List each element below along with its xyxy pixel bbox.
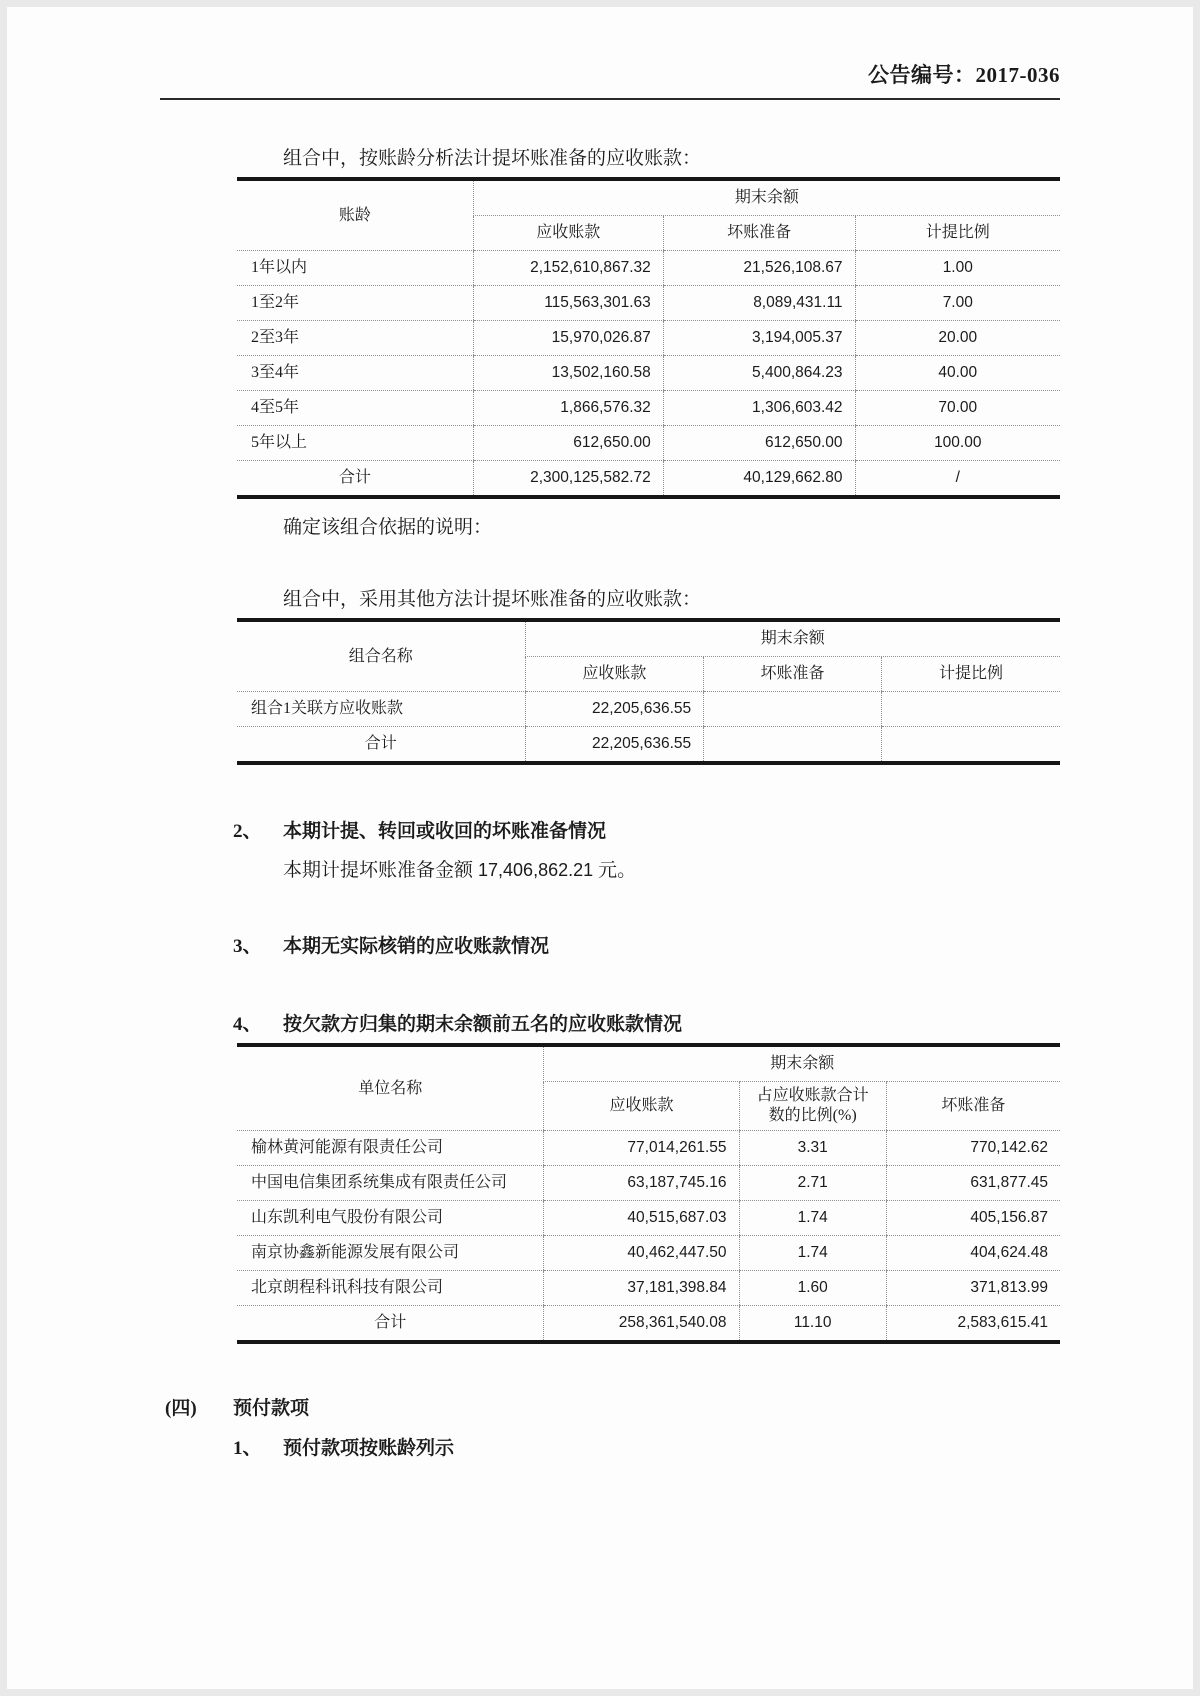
cell-baddebt: 8,089,431.11 [663, 286, 855, 321]
cell-total-receivable: 2,300,125,582.72 [473, 461, 663, 498]
cell-receivable: 40,515,687.03 [544, 1201, 739, 1236]
header-baddebt: 坏账准备 [663, 216, 855, 251]
cell-entity-name: 中国电信集团系统集成有限责任公司 [237, 1166, 544, 1201]
header-period-balance: 期末余额 [525, 620, 1060, 657]
section-number: 2、 [233, 821, 262, 842]
cell-total-baddebt [704, 727, 882, 764]
header-proportion: 占应收账款合计数的比例(%) [739, 1082, 886, 1131]
header-receivable: 应收账款 [525, 657, 704, 692]
cell-proportion: 2.71 [739, 1166, 886, 1201]
note-basis: 确定该组合依据的说明： [283, 517, 493, 538]
cell-age: 4至5年 [237, 391, 473, 426]
section-title: 本期无实际核销的应收账款情况 [283, 936, 550, 957]
cell-receivable: 22,205,636.55 [525, 692, 704, 727]
table-row [237, 1166, 1060, 1201]
section-title: 预付款项按账龄列示 [283, 1438, 455, 1459]
table-total-row [237, 1306, 1060, 1343]
table-row [237, 356, 1060, 391]
cell-total-receivable: 258,361,540.08 [544, 1306, 739, 1343]
section-number: 1、 [233, 1438, 262, 1459]
cell-proportion: 1.74 [739, 1236, 886, 1271]
cell-receivable: 63,187,745.16 [544, 1166, 739, 1201]
cell-receivable: 40,462,447.50 [544, 1236, 739, 1271]
cell-baddebt [704, 692, 882, 727]
header-portfolio-name: 组合名称 [237, 620, 525, 692]
cell-total-receivable: 22,205,636.55 [525, 727, 704, 764]
cell-total-label: 合计 [364, 735, 397, 752]
header-ratio: 计提比例 [855, 216, 1060, 251]
cell-ratio: 7.00 [855, 286, 1060, 321]
cell-total-baddebt: 40,129,662.80 [663, 461, 855, 498]
cell-age: 5年以上 [237, 426, 473, 461]
section-title: 预付款项 [233, 1398, 310, 1419]
table-total-row [237, 727, 1060, 764]
section-2-body [283, 857, 1060, 884]
cell-total-baddebt: 2,583,615.41 [886, 1306, 1060, 1343]
section-2-heading [233, 819, 1060, 845]
section-3-heading [233, 934, 1060, 960]
table-total-row [237, 461, 1060, 498]
cell-ratio: 100.00 [855, 426, 1060, 461]
header-receivable: 应收账款 [473, 216, 663, 251]
cell-age: 1年以内 [237, 251, 473, 286]
cell-proportion: 3.31 [739, 1131, 886, 1166]
cell-receivable: 115,563,301.63 [473, 286, 663, 321]
cell-portfolio-name: 组合1关联方应收账款 [237, 692, 525, 727]
table-row [237, 286, 1060, 321]
cell-baddebt: 405,156.87 [886, 1201, 1060, 1236]
cell-baddebt: 1,306,603.42 [663, 391, 855, 426]
cell-age: 2至3年 [237, 321, 473, 356]
section-4-heading [233, 1012, 1060, 1038]
header-baddebt: 坏账准备 [704, 657, 882, 692]
cell-total-label: 合计 [374, 1314, 407, 1331]
cell-baddebt: 21,526,108.67 [663, 251, 855, 286]
cell-age: 3至4年 [237, 356, 473, 391]
cell-entity-name: 山东凯利电气股份有限公司 [237, 1201, 544, 1236]
cell-baddebt: 770,142.62 [886, 1131, 1060, 1166]
header-period-balance: 期末余额 [473, 179, 1060, 216]
table-row [237, 251, 1060, 286]
header-entity-name: 单位名称 [237, 1045, 544, 1131]
table-row [237, 1201, 1060, 1236]
cell-receivable: 37,181,398.84 [544, 1271, 739, 1306]
cell-ratio: 1.00 [855, 251, 1060, 286]
table-header-row [237, 1045, 1060, 1082]
cell-ratio: 40.00 [855, 356, 1060, 391]
cell-baddebt: 3,194,005.37 [663, 321, 855, 356]
content-area [160, 7, 1060, 1462]
cell-receivable: 1,866,576.32 [473, 391, 663, 426]
cell-baddebt: 371,813.99 [886, 1271, 1060, 1306]
cell-entity-name: 北京朗程科讯科技有限公司 [237, 1271, 544, 1306]
section-title: 本期计提、转回或收回的坏账准备情况 [283, 821, 607, 842]
header-ratio: 计提比例 [881, 657, 1060, 692]
cell-baddebt: 631,877.45 [886, 1166, 1060, 1201]
section-number: 4、 [233, 1014, 262, 1035]
aging-analysis-table [237, 177, 1060, 499]
table-row [237, 1271, 1060, 1306]
cell-baddebt: 612,650.00 [663, 426, 855, 461]
cell-receivable: 2,152,610,867.32 [473, 251, 663, 286]
section-number: (四) [165, 1398, 197, 1419]
cell-entity-name: 榆林黄河能源有限责任公司 [237, 1131, 544, 1166]
body-text: 元。 [598, 860, 637, 881]
table-header-row [237, 620, 1060, 657]
cell-total-proportion: 11.10 [739, 1306, 886, 1343]
provision-amount: 17,406,862.21 [478, 860, 594, 880]
section-number: 3、 [233, 936, 262, 957]
cell-receivable: 13,502,160.58 [473, 356, 663, 391]
table-row [237, 1236, 1060, 1271]
section-4cn-sub-heading [233, 1436, 1060, 1462]
section-4cn-heading [165, 1396, 1060, 1422]
table-row [237, 426, 1060, 461]
cell-total-ratio: / [855, 461, 1060, 498]
cell-total-label: 合计 [338, 469, 371, 486]
table-row [237, 391, 1060, 426]
header-receivable: 应收账款 [544, 1082, 739, 1131]
cell-baddebt: 5,400,864.23 [663, 356, 855, 391]
cell-proportion: 1.74 [739, 1201, 886, 1236]
header-period-balance: 期末余额 [544, 1045, 1060, 1082]
cell-entity-name: 南京协鑫新能源发展有限公司 [237, 1236, 544, 1271]
cell-proportion: 1.60 [739, 1271, 886, 1306]
table-row [237, 321, 1060, 356]
cell-ratio: 70.00 [855, 391, 1060, 426]
table-row [237, 1131, 1060, 1166]
header-rule [160, 98, 1060, 100]
intro-other-method: 组合中，采用其他方法计提坏账准备的应收账款： [283, 589, 702, 610]
table-row [237, 692, 1060, 727]
cell-age: 1至2年 [237, 286, 473, 321]
cell-ratio: 20.00 [855, 321, 1060, 356]
cell-baddebt: 404,624.48 [886, 1236, 1060, 1271]
cell-total-ratio [881, 727, 1060, 764]
cell-receivable: 15,970,026.87 [473, 321, 663, 356]
header-age: 账龄 [237, 179, 473, 251]
cell-ratio [881, 692, 1060, 727]
cell-receivable: 612,650.00 [473, 426, 663, 461]
cell-receivable: 77,014,261.55 [544, 1131, 739, 1166]
section-title: 按欠款方归集的期末余额前五名的应收账款情况 [283, 1014, 683, 1035]
table-header-row [237, 179, 1060, 216]
doc-number: 公告编号：2017-036 [868, 63, 1060, 87]
top-five-receivables-table [237, 1043, 1060, 1344]
header-baddebt: 坏账准备 [886, 1082, 1060, 1131]
other-method-table [237, 618, 1060, 765]
body-text: 本期计提坏账准备金额 [283, 860, 474, 881]
intro-aging-method: 组合中，按账龄分析法计提坏账准备的应收账款： [283, 148, 702, 169]
